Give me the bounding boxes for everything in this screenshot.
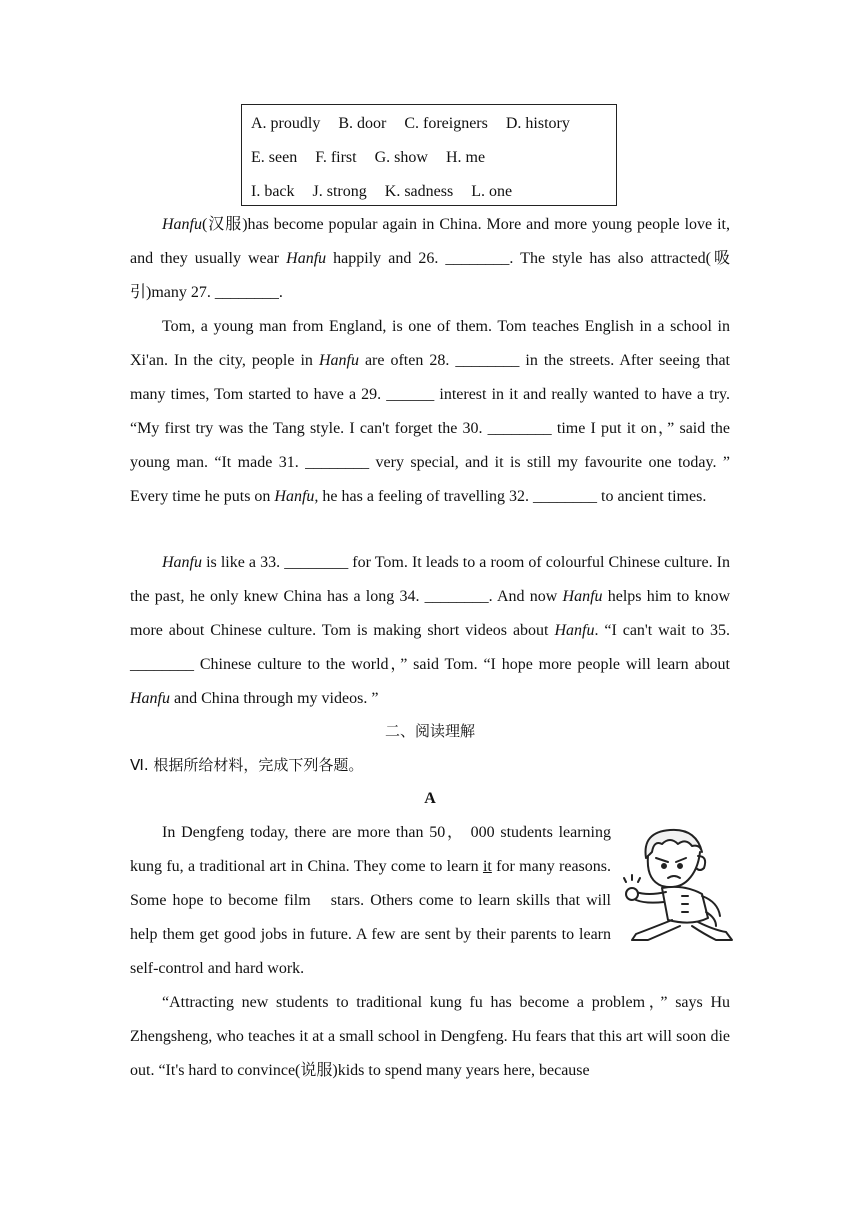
- text-span: for many reasons. Some hope to become film stars. Others come to learn skills that will help them get good jobs in future. A few are sent by their parents to learn self-control and hard work.: [130, 858, 612, 977]
- text-span: In Dengfeng today, there are more than 50， 000 students learning kung fu, a traditional art in China. They come to learn: [130, 824, 611, 875]
- option-i: I. back: [251, 183, 295, 200]
- text-span: and China through my videos. ”: [170, 690, 379, 707]
- option-e: E. seen: [251, 149, 298, 166]
- term-hanfu: Hanfu: [162, 554, 202, 571]
- term-hanfu: Hanfu: [562, 588, 603, 605]
- term-hanfu: Hanfu: [162, 216, 202, 233]
- option-b: B. door: [338, 115, 387, 132]
- text-span: . “I can't wait to 35. ________ Chinese culture to the world，” said Tom. “I hope more people will learn about: [130, 622, 731, 673]
- passage-a-paragraph-1: [130, 816, 611, 986]
- term-hanfu: Hanfu: [286, 250, 327, 267]
- text-span: Tom, a young man from England, is one of them. Tom teaches English in a school in Xi'an. In the city, people in: [130, 318, 730, 369]
- text-span: happily and 26. ________. The style has also attracted(吸引)many 27. ________.: [130, 250, 730, 301]
- option-l: L. one: [471, 183, 513, 200]
- term-hanfu: Hanfu: [318, 352, 359, 369]
- passage-label: A: [424, 790, 436, 807]
- word-options-row-1: [251, 111, 616, 145]
- option-h: H. me: [445, 149, 486, 166]
- underlined-it: it: [482, 858, 492, 875]
- cloze-paragraph-1: [130, 208, 730, 310]
- option-g: G. show: [374, 149, 428, 166]
- cloze-paragraph-3: [130, 546, 730, 716]
- option-c: C. foreigners: [404, 115, 488, 132]
- term-hanfu: Hanfu: [554, 622, 595, 639]
- kungfu-boy-illustration: [622, 822, 738, 946]
- instruction: Ⅵ. 根据所给材料，完成下列各题。: [130, 756, 364, 774]
- text-span: helps him to know more about Chinese culture. Tom is making short videos about: [130, 588, 730, 639]
- option-j: J. strong: [312, 183, 367, 200]
- text-span: are often 28. ________ in the streets. After seeing that many times, Tom started to have a 29. ______ interest in it and really wanted to have a try. “My first try was the Tang style. I can't forget the 30. ________ time I put it on，” said the young man. “It made 31. ________ very special, and it is still my favourite one today. ” Every time he puts on: [130, 352, 731, 505]
- text-span: (汉服)has become popular again in China. More and more young people love it, and they usually wear: [130, 216, 730, 267]
- word-options-row-2: [251, 145, 616, 179]
- section-title: 二、阅读理解: [384, 722, 475, 740]
- text-span: he has a feeling of travelling 32. ________ to ancient times.: [318, 488, 707, 505]
- option-d: D. history: [505, 115, 570, 132]
- word-options-box: [241, 104, 617, 206]
- option-a: A. proudly: [251, 115, 321, 132]
- option-k: K. sadness: [384, 183, 454, 200]
- text-span: is like a 33. ________ for Tom. It leads to a room of colourful Chinese culture. In the past, he only knew China has a long 34. ________. And now: [130, 554, 730, 605]
- passage-a-paragraph-2: “Attracting new students to traditional kung fu has become a problem，” says Hu Zhengsheng, who teaches it at a small school in Dengfeng. Hu fears that this art will soon die out. “It's hard to convince(说服)kids to spend many years here, because: [130, 994, 730, 1079]
- cloze-paragraph-2: [130, 310, 730, 514]
- term-hanfu: Hanfu,: [274, 488, 319, 505]
- option-f: F. first: [315, 149, 357, 166]
- term-hanfu: Hanfu: [130, 690, 170, 707]
